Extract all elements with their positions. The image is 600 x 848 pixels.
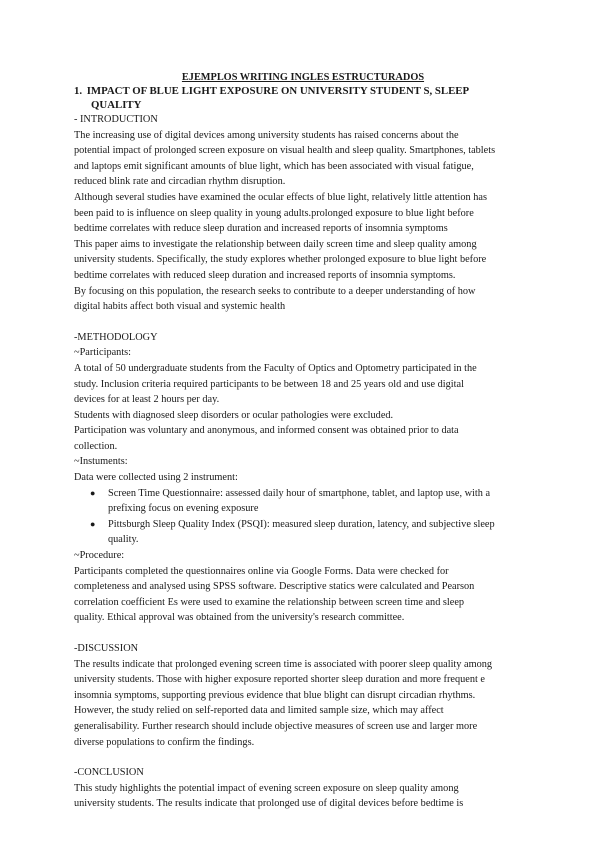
procedure-line: correlation coefficient Es were used to examine the relationship between screen time and sleep <box>74 596 465 608</box>
introduction-section <box>74 112 532 315</box>
intro-line: By focusing on this population, the research seeks to contribute to a deeper understanding of how <box>74 285 476 297</box>
participants-line: study. Inclusion criteria required participants to be between 18 and 25 years old and use digital <box>74 378 464 390</box>
list-item <box>74 517 532 548</box>
instruments-list <box>74 486 532 548</box>
conclusion-heading: -CONCLUSION <box>74 767 144 779</box>
intro-line: Although several studies have examined the ocular effects of blue light, relatively little attention has <box>74 191 487 203</box>
participants-line: devices for at least 2 hours per day. <box>74 394 220 406</box>
intro-line: university students. Specifically, the study explores whether prolonged exposure to blue light before <box>74 254 487 266</box>
conclusion-line: university students. The results indicate that prolonged use of digital devices before bedtime is <box>74 798 464 810</box>
bullet-line: prefixing focus on evening exposure <box>108 503 259 515</box>
section-gap <box>74 750 532 765</box>
heading-line-2: QUALITY <box>91 99 142 111</box>
bullet-line: Screen Time Questionnaire: assessed daily hour of smartphone, tablet, and laptop use, with a <box>108 487 491 499</box>
document-title: EJEMPLOS WRITING INGLES ESTRUCTURADOS <box>181 72 425 83</box>
document-body <box>74 71 532 812</box>
procedure-line: completeness and analysed using SPSS software. Descriptive statics were calculated and Pearson <box>74 581 475 593</box>
intro-line: The increasing use of digital devices among university students has raised concerns about the <box>74 129 459 141</box>
bullet-line: Pittsburgh Sleep Quality Index (PSQI): measured sleep duration, latency, and subjective sleep <box>108 518 495 530</box>
discussion-line: generalisability. Further research should include objective measures of screen use and larger more <box>74 720 478 732</box>
participants-line: Participation was voluntary and anonymous, and informed consent was obtained prior to data <box>74 425 459 437</box>
discussion-line: university students. Those with higher exposure reported shorter sleep duration and more frequent e <box>74 674 486 686</box>
intro-line: been paid to is influence on sleep quality in young adults.prolonged exposure to blue light before <box>74 207 474 219</box>
introduction-heading: - INTRODUCTION <box>74 114 158 125</box>
intro-line: digital habits affect both visual and systemic health <box>74 301 286 313</box>
heading-line-1: IMPACT OF BLUE LIGHT EXPOSURE ON UNIVERSITY STUDENT S, SLEEP <box>86 85 470 97</box>
main-heading <box>74 84 532 112</box>
methodology-section <box>74 330 532 626</box>
intro-line: bedtime correlates with reduce sleep duration and increased reports of insomnia symptoms <box>74 223 448 235</box>
discussion-line: The results indicate that prolonged evening screen time is associated with poorer sleep quality among <box>74 658 493 670</box>
procedure-heading: ~Procedure: <box>74 550 125 562</box>
section-gap <box>74 626 532 641</box>
intro-line: and laptops emit significant amounts of blue light, which has been associated with visual fatigue, <box>74 160 474 172</box>
intro-line: bedtime correlates with reduced sleep duration and increased reports of insomnia symptoms. <box>74 269 456 281</box>
participants-heading: ~Participants: <box>74 347 132 359</box>
discussion-section <box>74 641 532 750</box>
discussion-line: However, the study relied on self-reported data and limited sample size, which may affect <box>74 705 444 717</box>
instruments-intro: Data were collected using 2 instrument: <box>74 472 238 484</box>
methodology-heading: -METHODOLOGY <box>74 331 158 343</box>
discussion-line: diverse populations to confirm the findings. <box>74 736 255 748</box>
procedure-line: Participants completed the questionnaires online via Google Forms. Data were checked for <box>74 565 449 577</box>
bullet-icon: ● <box>90 487 96 498</box>
participants-line: collection. <box>74 440 118 452</box>
conclusion-line: This study highlights the potential impact of evening screen exposure on sleep quality among <box>74 782 459 794</box>
section-gap <box>74 315 532 330</box>
instruments-heading: ~Instuments: <box>74 456 128 468</box>
list-item <box>74 486 532 517</box>
conclusion-section <box>74 765 532 812</box>
intro-line: This paper aims to investigate the relationship between daily screen time and sleep quality among <box>74 238 477 250</box>
participants-line: A total of 50 undergraduate students from the Faculty of Optics and Optometry participated in the <box>74 362 477 374</box>
participants-line: Students with diagnosed sleep disorders or ocular pathologies were excluded. <box>74 409 394 421</box>
bullet-line: quality. <box>108 534 139 546</box>
discussion-heading: -DISCUSSION <box>74 643 139 654</box>
heading-number: 1. <box>74 85 83 97</box>
intro-line: reduced blink rate and circadian rhythm disruption. <box>74 176 286 188</box>
bullet-icon: ● <box>90 518 96 529</box>
procedure-line: quality. Ethical approval was obtained from the university's research committee. <box>74 612 405 624</box>
discussion-line: insomnia symptoms, supporting previous evidence that blue blight can disrupt circadian rhythms. <box>74 689 476 701</box>
intro-line: potential impact of prolonged screen exposure on visual health and sleep quality. Smartphones, tablets <box>74 145 496 157</box>
